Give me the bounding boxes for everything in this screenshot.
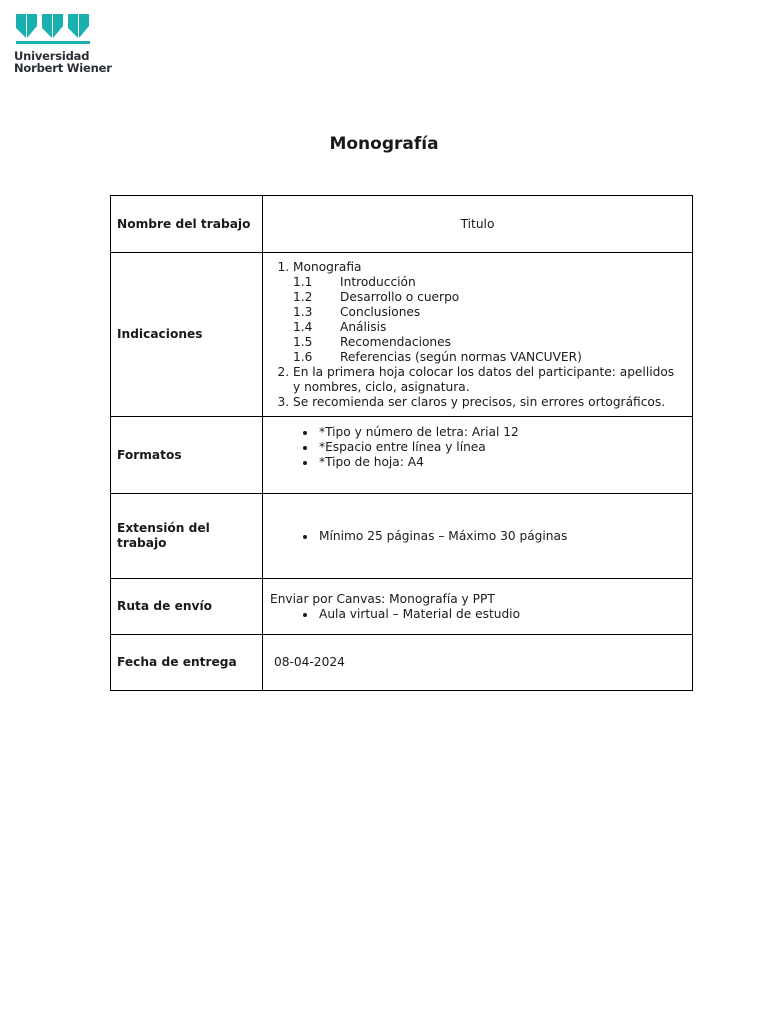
sub-num: 1.4	[293, 319, 313, 334]
row-nombre	[111, 196, 693, 253]
list-item: • Aula virtual – Material de estudio	[317, 607, 685, 622]
sublist-item	[293, 320, 685, 335]
label-formatos: Formatos	[111, 417, 263, 494]
list-item: 2. En la primera hoja colocar los datos del participante: apellidos y nombres, ciclo, asignatura.	[293, 365, 685, 395]
list-item-text: Monografia	[293, 259, 362, 274]
row-ruta	[111, 579, 693, 635]
sublist	[293, 275, 685, 365]
list-item: • *Tipo y número de letra: Arial 12	[317, 425, 685, 440]
row-fecha	[111, 635, 693, 691]
list-item: • *Tipo de hoja: A4	[317, 455, 685, 470]
row-extension	[111, 494, 693, 579]
sub-num: 1.5	[293, 334, 313, 349]
value-indicaciones	[263, 253, 693, 417]
sublist-item	[293, 275, 685, 290]
ruta-list	[270, 607, 685, 622]
sub-text: Recomendaciones	[340, 334, 451, 349]
value-ruta	[263, 579, 693, 635]
label-indicaciones: Indicaciones	[111, 253, 263, 417]
sublist-item	[293, 350, 685, 365]
value-fecha: 08-04-2024	[263, 635, 693, 691]
sublist-item	[293, 305, 685, 320]
indicaciones-list	[270, 260, 685, 410]
extension-list	[270, 529, 685, 544]
row-formatos	[111, 417, 693, 494]
label-extension: Extensión del trabajo	[111, 494, 263, 579]
list-item: 3. Se recomienda ser claros y precisos, sin errores ortográficos.	[293, 395, 685, 410]
logo-text-line2: Norbert Wiener	[14, 61, 112, 75]
sub-num: 1.6	[293, 349, 313, 364]
sub-num: 1.3	[293, 304, 313, 319]
list-item: • Mínimo 25 páginas – Máximo 30 páginas	[317, 529, 685, 544]
sub-text: Introducción	[340, 274, 416, 289]
row-indicaciones	[111, 253, 693, 417]
sub-num: 1.1	[293, 274, 313, 289]
value-nombre: Titulo	[263, 196, 693, 253]
list-item: • *Espacio entre línea y línea	[317, 440, 685, 455]
value-formatos	[263, 417, 693, 494]
label-ruta: Ruta de envío	[111, 579, 263, 635]
sub-text: Referencias (según normas VANCUVER)	[340, 349, 582, 364]
sub-text: Desarrollo o cuerpo	[340, 289, 460, 304]
list-item	[293, 260, 685, 365]
ruta-text: Enviar por Canvas: Monografía y PPT	[270, 591, 495, 606]
label-nombre: Nombre del trabajo	[111, 196, 263, 253]
sublist-item	[293, 290, 685, 305]
logo-mark-icon	[14, 14, 92, 44]
value-extension	[263, 494, 693, 579]
sub-text: Conclusiones	[340, 304, 421, 319]
sublist-item	[293, 335, 685, 350]
formatos-list	[270, 425, 685, 470]
info-table	[110, 195, 693, 691]
sub-num: 1.2	[293, 289, 313, 304]
label-fecha: Fecha de entrega	[111, 635, 263, 691]
university-logo	[14, 14, 118, 74]
logo-text-line1: Universidad	[14, 49, 90, 63]
sub-text: Análisis	[340, 319, 387, 334]
page-title: Monografía	[329, 134, 439, 154]
